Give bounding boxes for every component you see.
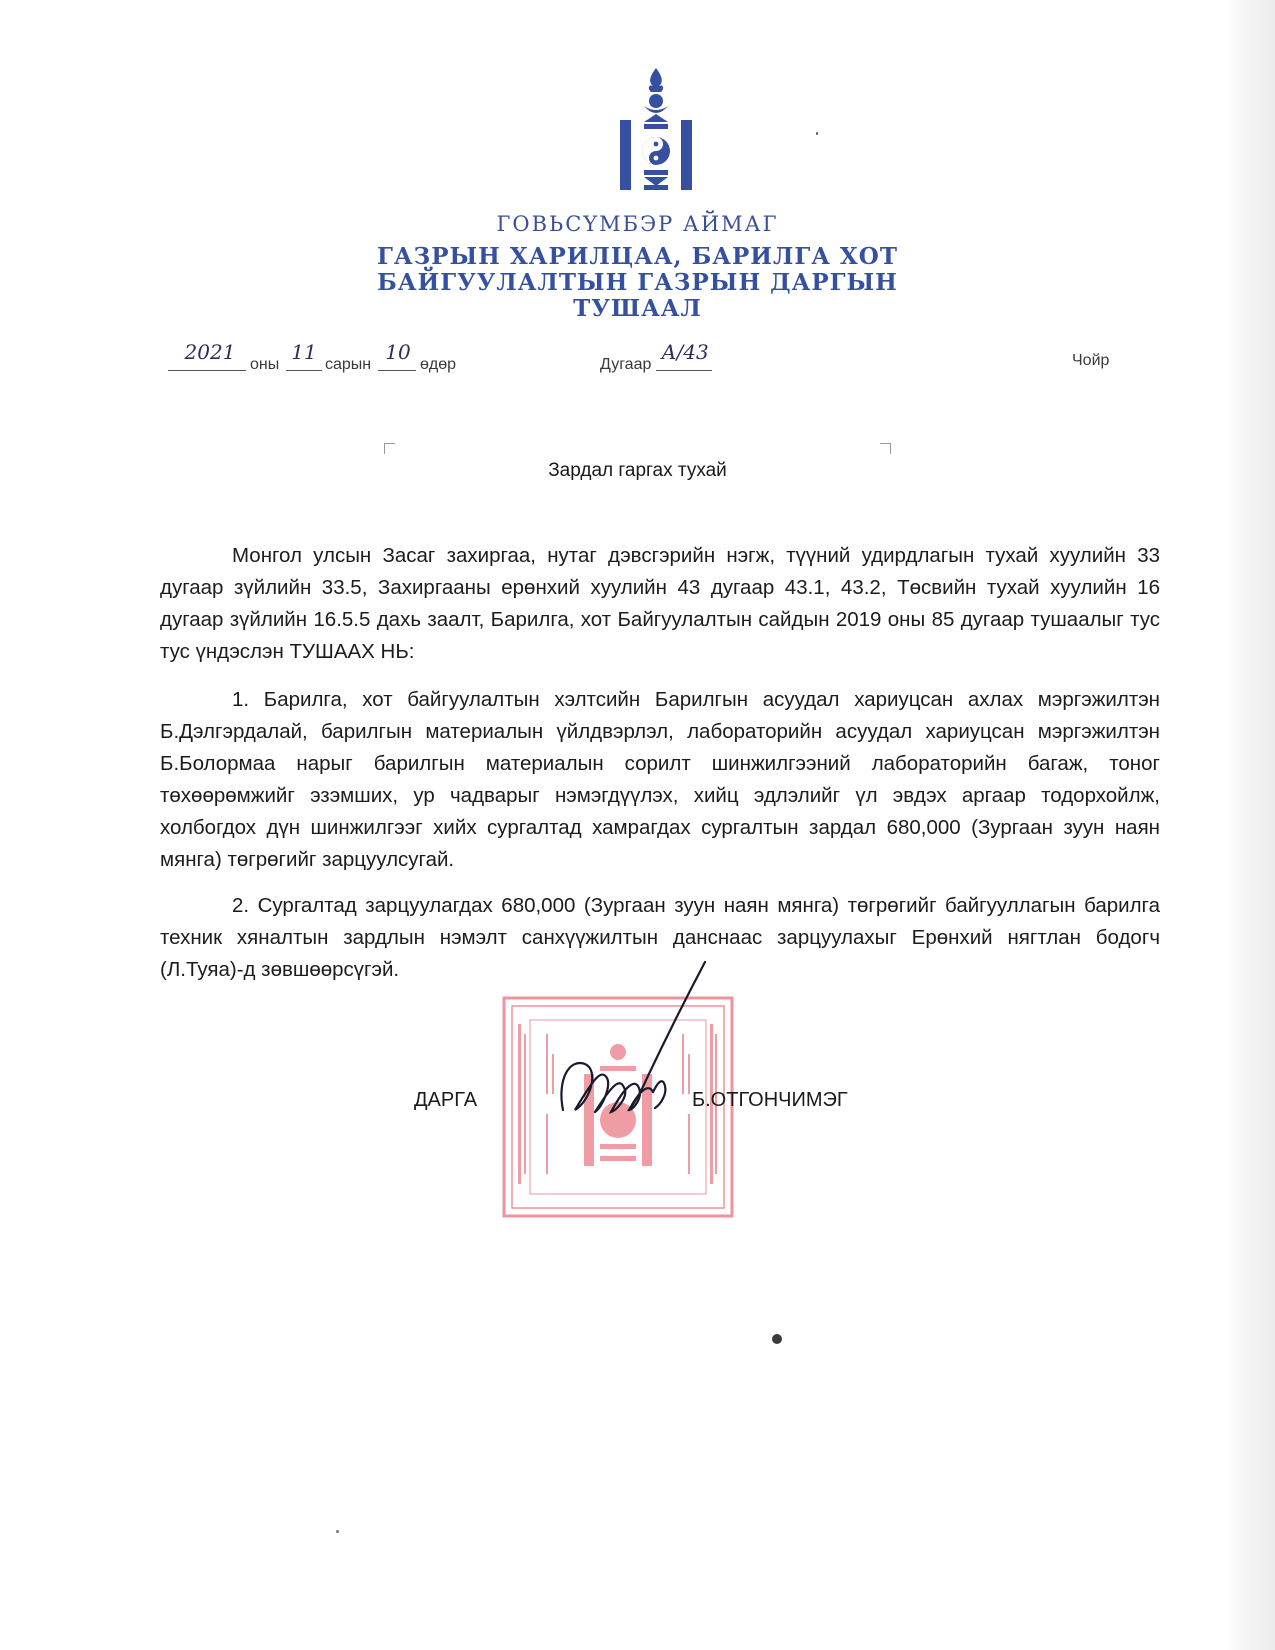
preamble-paragraph: Монгол улсын Засаг захиргаа, нутаг дэвсгэрийн нэгж, түүний удирдлагын тухай хуулийн 33 дугаар зүйлийн 33.5, Захиргааны ерөнхий хуулийн 43 дугаар 43.1, 43.2, Төсвийн тухай хуулийн 16 дугаар зүйлийн 16.5.5 дахь заалт, Барилга, хот Байгуулалтын сайдын 2019 оны 85 дугаар тушаалыг тус тус үндэслэн ТУШААХ НЬ: [160, 544, 1160, 663]
date-year: 2021 [184, 340, 236, 364]
title-corner-left [384, 443, 395, 454]
date-year-suffix: оны [250, 356, 280, 373]
org-name-line-2: БАЙГУУЛАЛТЫН ГАЗРЫН ДАРГЫН [377, 269, 898, 296]
doc-type-heading: ТУШААЛ [573, 295, 702, 322]
scan-speck [816, 132, 818, 135]
number-label: Дугаар [600, 356, 652, 373]
date-month: 11 [291, 340, 317, 364]
signatory-name: Б.ОТГОНЧИМЭГ [692, 1089, 848, 1111]
scan-speck [772, 1334, 782, 1344]
org-name-line-1: ГАЗРЫН ХАРИЛЦАА, БАРИЛГА ХОТ [377, 243, 898, 270]
date-day-underline [378, 370, 416, 371]
scan-speck [336, 1530, 339, 1533]
place-name: Чойр [1072, 352, 1110, 369]
date-month-underline [286, 370, 322, 371]
date-year-underline [168, 370, 246, 371]
date-day: 10 [385, 340, 411, 364]
aimag-name: ГОВЬСҮМБЭР АЙМАГ [496, 212, 779, 236]
order-item-2: 2. Сургалтад зарцуулагдах 680,000 (Зургаан зуун наян мянга) төгрөгийг байгууллагын барилга техник хяналтын зардлын нэмэлт санхүүжилтын данснаас зарцуулахыг Ерөнхий нягтлан бодогч (Л.Туяа)-д зөвшөөрсүгэй. [160, 894, 1160, 981]
document-title: Зардал гаргах тухай [548, 460, 727, 481]
handwritten-signature [555, 960, 715, 1150]
date-month-suffix: сарын [325, 356, 372, 373]
soyombo-emblem-icon [620, 66, 692, 198]
order-number-underline [656, 370, 712, 371]
signatory-title: ДАРГА [414, 1089, 478, 1111]
order-item-1: 1. Барилга, хот байгуулалтын хэлтсийн Барилгын асуудал хариуцсан ахлах мэргэжилтэн Б.Дэлгэрдалай, барилгын материалын үйлдвэрлэл, лабораторийн асуудал хариуцсан мэргэжилтэн Б.Болормаа нарыг барилгын материалын сорилт шинжилгээний лабораторийн багаж, тоног төхөөрөмжийг эзэмших, ур чадварыг нэмэгдүүлэх, хийц эдлэлийг үл эвдэх аргаар тодорхойлж, холбогдох дүн шинжилгээг хийх сургалтад хамрагдах сургалтын зардал 680,000 (Зургаан зуун наян мянга) төгрөгийг зарцуулсугай. [160, 688, 1160, 871]
title-corner-right [880, 443, 891, 454]
date-day-suffix: өдөр [420, 356, 457, 373]
order-number: А/43 [661, 340, 709, 364]
